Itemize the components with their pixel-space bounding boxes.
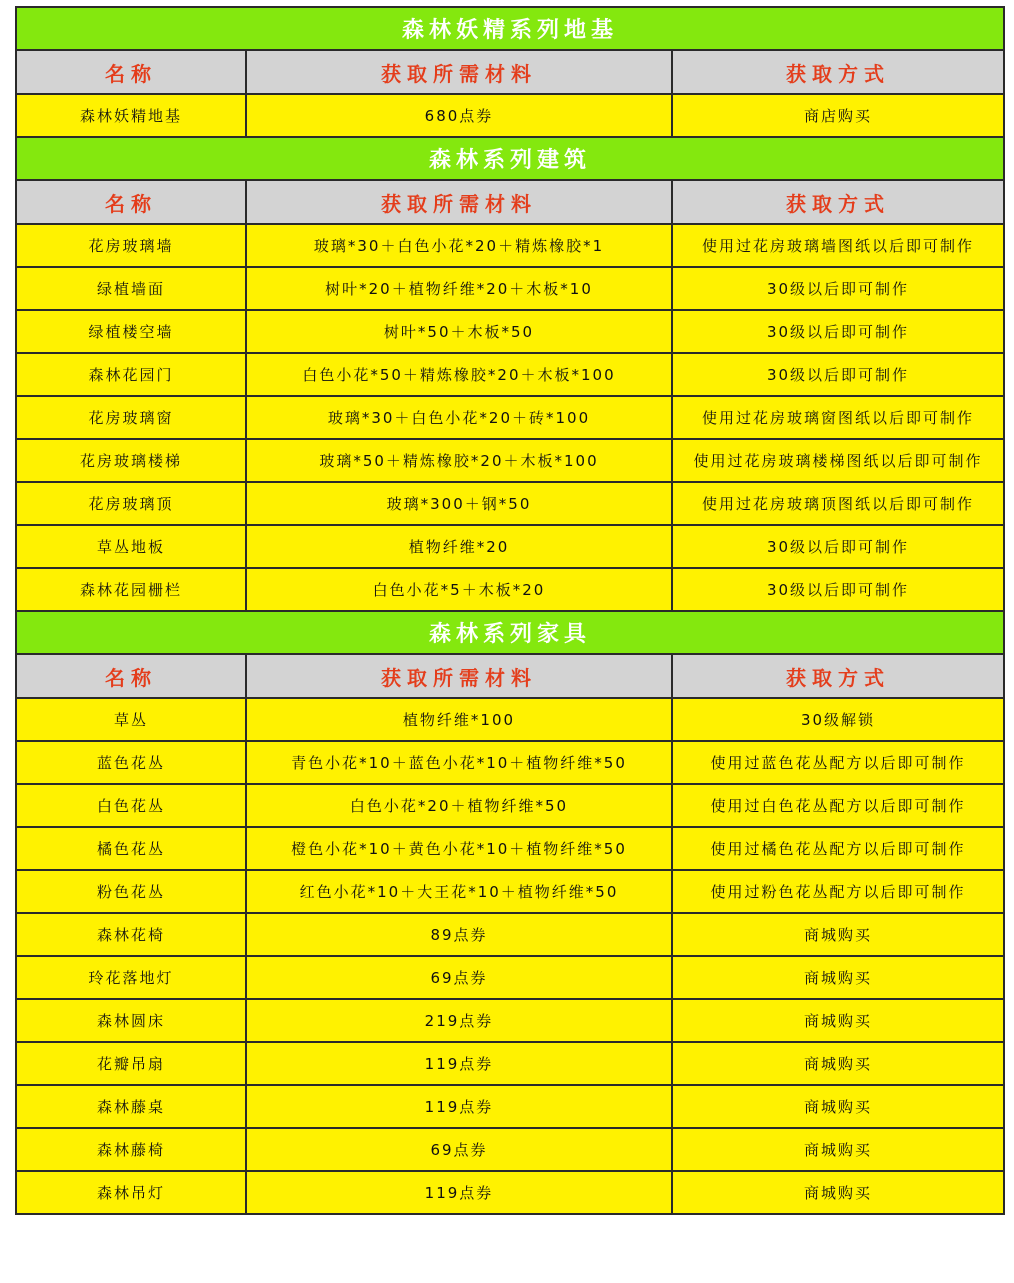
cell-materials: 玻璃*50＋精炼橡胶*20＋木板*100 (246, 439, 672, 482)
cell-method: 30级解锁 (672, 698, 1004, 741)
table-row (16, 267, 1004, 310)
item-table-body (16, 7, 1004, 1214)
table-row (16, 956, 1004, 999)
cell-method: 30级以后即可制作 (672, 310, 1004, 353)
table-row (16, 698, 1004, 741)
cell-method: 使用过花房玻璃窗图纸以后即可制作 (672, 396, 1004, 439)
table-row (16, 913, 1004, 956)
table-row (16, 396, 1004, 439)
cell-method: 使用过花房玻璃顶图纸以后即可制作 (672, 482, 1004, 525)
table-row (16, 310, 1004, 353)
table-row (16, 525, 1004, 568)
section-title: 森林妖精系列地基 (16, 7, 1004, 50)
column-header-name: 名称 (16, 654, 246, 698)
cell-materials: 白色小花*50＋精炼橡胶*20＋木板*100 (246, 353, 672, 396)
cell-method: 商城购买 (672, 999, 1004, 1042)
column-header-row (16, 50, 1004, 94)
cell-method: 商城购买 (672, 1128, 1004, 1171)
column-header-materials: 获取所需材料 (246, 50, 672, 94)
cell-method: 商城购买 (672, 956, 1004, 999)
table-row (16, 784, 1004, 827)
section-title-row (16, 7, 1004, 50)
cell-materials: 69点券 (246, 1128, 672, 1171)
cell-name: 森林花园栅栏 (16, 568, 246, 611)
cell-name: 橘色花丛 (16, 827, 246, 870)
column-header-materials: 获取所需材料 (246, 654, 672, 698)
table-row (16, 439, 1004, 482)
cell-method: 30级以后即可制作 (672, 353, 1004, 396)
cell-materials: 树叶*20＋植物纤维*20＋木板*10 (246, 267, 672, 310)
cell-materials: 树叶*50＋木板*50 (246, 310, 672, 353)
column-header-method: 获取方式 (672, 654, 1004, 698)
cell-name: 森林圆床 (16, 999, 246, 1042)
table-row (16, 353, 1004, 396)
column-header-materials: 获取所需材料 (246, 180, 672, 224)
section-title-row (16, 137, 1004, 180)
section-title: 森林系列建筑 (16, 137, 1004, 180)
table-row (16, 999, 1004, 1042)
cell-materials: 白色小花*20＋植物纤维*50 (246, 784, 672, 827)
cell-name: 草丛 (16, 698, 246, 741)
cell-method: 商城购买 (672, 913, 1004, 956)
cell-name: 花瓣吊扇 (16, 1042, 246, 1085)
cell-method: 使用过蓝色花丛配方以后即可制作 (672, 741, 1004, 784)
cell-method: 使用过花房玻璃楼梯图纸以后即可制作 (672, 439, 1004, 482)
cell-materials: 119点券 (246, 1171, 672, 1214)
cell-name: 森林花园门 (16, 353, 246, 396)
cell-materials: 植物纤维*20 (246, 525, 672, 568)
cell-name: 草丛地板 (16, 525, 246, 568)
cell-materials: 红色小花*10＋大王花*10＋植物纤维*50 (246, 870, 672, 913)
cell-materials: 玻璃*30＋白色小花*20＋砖*100 (246, 396, 672, 439)
cell-materials: 青色小花*10＋蓝色小花*10＋植物纤维*50 (246, 741, 672, 784)
cell-materials: 玻璃*30＋白色小花*20＋精炼橡胶*1 (246, 224, 672, 267)
table-row (16, 1085, 1004, 1128)
cell-name: 绿植楼空墙 (16, 310, 246, 353)
cell-materials: 680点券 (246, 94, 672, 137)
cell-method: 30级以后即可制作 (672, 568, 1004, 611)
cell-name: 粉色花丛 (16, 870, 246, 913)
table-row (16, 1042, 1004, 1085)
cell-materials: 植物纤维*100 (246, 698, 672, 741)
column-header-row (16, 654, 1004, 698)
cell-materials: 玻璃*300＋钢*50 (246, 482, 672, 525)
cell-materials: 119点券 (246, 1085, 672, 1128)
table-row (16, 870, 1004, 913)
column-header-name: 名称 (16, 180, 246, 224)
cell-name: 绿植墙面 (16, 267, 246, 310)
cell-method: 使用过花房玻璃墙图纸以后即可制作 (672, 224, 1004, 267)
section-title-row (16, 611, 1004, 654)
table-row (16, 827, 1004, 870)
cell-method: 30级以后即可制作 (672, 267, 1004, 310)
cell-method: 商城购买 (672, 1085, 1004, 1128)
cell-name: 森林妖精地基 (16, 94, 246, 137)
cell-materials: 69点券 (246, 956, 672, 999)
column-header-method: 获取方式 (672, 50, 1004, 94)
item-table (15, 6, 1005, 1215)
cell-name: 蓝色花丛 (16, 741, 246, 784)
table-row (16, 1128, 1004, 1171)
table-row (16, 224, 1004, 267)
cell-name: 白色花丛 (16, 784, 246, 827)
table-row (16, 94, 1004, 137)
cell-materials: 89点券 (246, 913, 672, 956)
table-row (16, 741, 1004, 784)
cell-materials: 119点券 (246, 1042, 672, 1085)
column-header-row (16, 180, 1004, 224)
cell-method: 30级以后即可制作 (672, 525, 1004, 568)
cell-method: 商城购买 (672, 1042, 1004, 1085)
table-row (16, 482, 1004, 525)
cell-method: 使用过粉色花丛配方以后即可制作 (672, 870, 1004, 913)
cell-name: 花房玻璃楼梯 (16, 439, 246, 482)
cell-method: 使用过橘色花丛配方以后即可制作 (672, 827, 1004, 870)
cell-method: 使用过白色花丛配方以后即可制作 (672, 784, 1004, 827)
cell-materials: 橙色小花*10＋黄色小花*10＋植物纤维*50 (246, 827, 672, 870)
cell-materials: 219点券 (246, 999, 672, 1042)
cell-name: 森林藤椅 (16, 1128, 246, 1171)
cell-method: 商城购买 (672, 1171, 1004, 1214)
table-row (16, 568, 1004, 611)
cell-name: 森林藤桌 (16, 1085, 246, 1128)
column-header-method: 获取方式 (672, 180, 1004, 224)
cell-materials: 白色小花*5＋木板*20 (246, 568, 672, 611)
column-header-name: 名称 (16, 50, 246, 94)
section-title: 森林系列家具 (16, 611, 1004, 654)
cell-name: 森林吊灯 (16, 1171, 246, 1214)
cell-name: 森林花椅 (16, 913, 246, 956)
cell-name: 花房玻璃顶 (16, 482, 246, 525)
cell-method: 商店购买 (672, 94, 1004, 137)
cell-name: 花房玻璃窗 (16, 396, 246, 439)
table-row (16, 1171, 1004, 1214)
cell-name: 花房玻璃墙 (16, 224, 246, 267)
cell-name: 玲花落地灯 (16, 956, 246, 999)
